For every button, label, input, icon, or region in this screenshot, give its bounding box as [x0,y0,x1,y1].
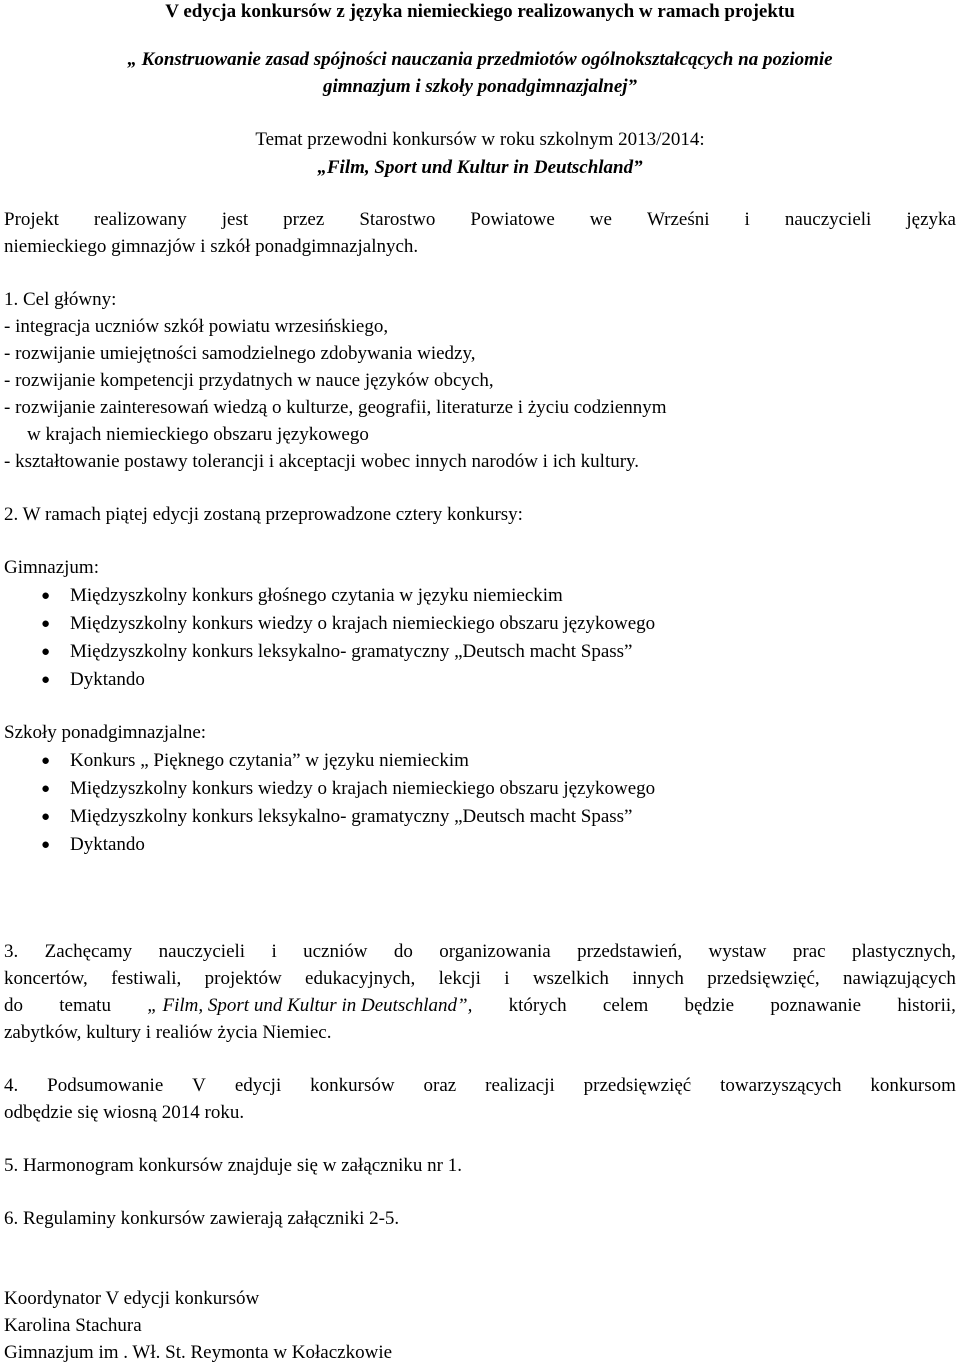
p4-word: przedsięwzięć [583,1075,692,1096]
intro-word: i [744,209,750,230]
p4-word: oraz [423,1075,457,1096]
bullet-icon: ● [41,809,51,825]
goal-item: - rozwijanie kompetencji przydatnych w nauce języków obcych, [4,370,494,391]
intro-line-1 [4,208,956,232]
intro-word: Wrześni [646,209,710,230]
p3-word: historii, [897,995,956,1016]
gimnazjum-label: Gimnazjum: [4,557,99,578]
bullet-icon: ● [41,616,51,632]
p3-word: przedstawień, [577,941,683,962]
bullet-icon: ● [41,781,51,797]
intro-word: języka [906,209,956,230]
p4-word: konkursów [310,1075,395,1096]
theme-name: „Film, Sport und Kultur in Deutschland” [317,157,643,178]
p4-word: Podsumowanie [47,1075,164,1096]
p3-word: będzie [684,995,735,1016]
bullet-icon: ● [41,753,51,769]
p4-word: V [192,1075,206,1096]
ponad-contest: Konkurs „ Pięknego czytania” w języku niemieckim [70,750,469,771]
p3-word: projektów [204,968,282,989]
p3-word: plastycznych, [851,941,956,962]
ponad-contest: Międzyszkolny konkurs leksykalno- gramatyczny „Deutsch macht Spass” [70,806,633,827]
goal-heading: 1. Cel główny: [4,289,117,310]
intro-word: realizowany [93,209,187,230]
p3-word: organizowania [439,941,551,962]
goal-item: - rozwijanie zainteresowań wiedzą o kulturze, geografii, literaturze i życiu codziennym [4,397,667,418]
p3-word: 3. [4,941,19,962]
intro-word: Powiatowe [470,209,555,230]
p4-word: towarzyszących [720,1075,842,1096]
bullet-icon: ● [41,644,51,660]
p3-word: nauczycieli [158,941,246,962]
bullet-icon: ● [41,837,51,853]
p3-word: i [271,941,277,962]
bullet-icon: ● [41,588,51,604]
p3-theme-italic: „ Film, Sport und Kultur in Deutschland”, [147,995,473,1016]
gimnazjum-contest: Międzyszkolny konkurs leksykalno- gramatyczny „Deutsch macht Spass” [70,641,633,662]
footer-name: Karolina Stachura [4,1315,142,1336]
p4-word: realizacji [485,1075,555,1096]
goal-item: - rozwijanie umiejętności samodzielnego zdobywania wiedzy, [4,343,476,364]
footer-coordinator: Koordynator V edycji konkursów [4,1288,260,1309]
p3-word: wystaw [708,941,767,962]
p3-word: uczniów [303,941,368,962]
contests-heading: 2. W ramach piątej edycji zostaną przeprowadzone cztery konkursy: [4,504,523,525]
intro-word: we [589,209,612,230]
p4-word: konkursom [870,1075,956,1096]
intro-line-2: niemieckiego gimnazjów i szkół ponadgimnazjalnych. [4,236,419,257]
gimnazjum-contest: Międzyszkolny konkurs głośnego czytania w języku niemieckim [70,585,563,606]
p4-word: 4. [4,1075,19,1096]
p6-rules: 6. Regulaminy konkursów zawierają załączniki 2-5. [4,1208,400,1229]
intro-word: Starostwo [359,209,436,230]
p5-schedule: 5. Harmonogram konkursów znajduje się w załączniku nr 1. [4,1155,462,1176]
p3-word: i [504,968,510,989]
p3-word: edukacyjnych, [305,968,416,989]
goal-item-continuation: w krajach niemieckiego obszaru językowego [27,424,369,445]
footer-school: Gimnazjum im . Wł. St. Reymonta w Kołaczkowie [4,1342,393,1363]
p3-word: innych [632,968,684,989]
p4-line-2: odbędzie się wiosną 2014 roku. [4,1102,245,1123]
theme-label: Temat przewodni konkursów w roku szkolnym 2013/2014: [255,129,705,150]
p3-word: których [508,995,567,1016]
p3-word: lekcji [438,968,481,989]
p3-line-2 [4,967,956,991]
p3-word: wszelkich [532,968,609,989]
p3-word: prac [792,941,826,962]
goal-item: - integracja uczniów szkół powiatu wrzesińskiego, [4,316,389,337]
intro-word: nauczycieli [784,209,872,230]
bullet-icon: ● [41,672,51,688]
p3-word: koncertów, [4,968,88,989]
p3-word: nawiązujących [843,968,956,989]
ponad-contest: Dyktando [70,834,145,855]
p3-word: festiwali, [111,968,182,989]
title-line-1: V edycja konkursów z języka niemieckiego realizowanych w ramach projektu [165,1,795,22]
p3-line-1 [4,940,956,964]
ponad-contest: Międzyszkolny konkurs wiedzy o krajach niemieckiego obszaru językowego [70,778,656,799]
p3-word: tematu [59,995,111,1016]
gimnazjum-contest: Międzyszkolny konkurs wiedzy o krajach niemieckiego obszaru językowego [70,613,656,634]
p3-line-3 [4,994,956,1018]
p3-line-4: zabytków, kultury i realiów życia Niemiec. [4,1022,332,1043]
p3-word: Zachęcamy [44,941,133,962]
gimnazjum-contest: Dyktando [70,669,145,690]
intro-word: jest [221,209,249,230]
p4-line-1 [4,1074,956,1098]
p3-word: poznawanie [770,995,862,1016]
p3-word: przedsięwzięć, [707,968,820,989]
p3-word: do [4,995,23,1016]
p3-word: celem [602,995,649,1016]
p3-word: do [393,941,413,962]
p4-word: edycji [234,1075,282,1096]
goal-item: - kształtowanie postawy tolerancji i akceptacji wobec innych narodów i ich kultury. [4,451,640,472]
intro-word: Projekt [4,209,59,230]
title-line-2: „ Konstruowanie zasad spójności nauczania przedmiotów ogólnokształcących na poziomie [127,49,833,70]
intro-word: przez [283,209,325,230]
ponad-label: Szkoły ponadgimnazjalne: [4,722,207,743]
title-line-3: gimnazjum i szkoły ponadgimnazjalnej” [322,76,638,97]
